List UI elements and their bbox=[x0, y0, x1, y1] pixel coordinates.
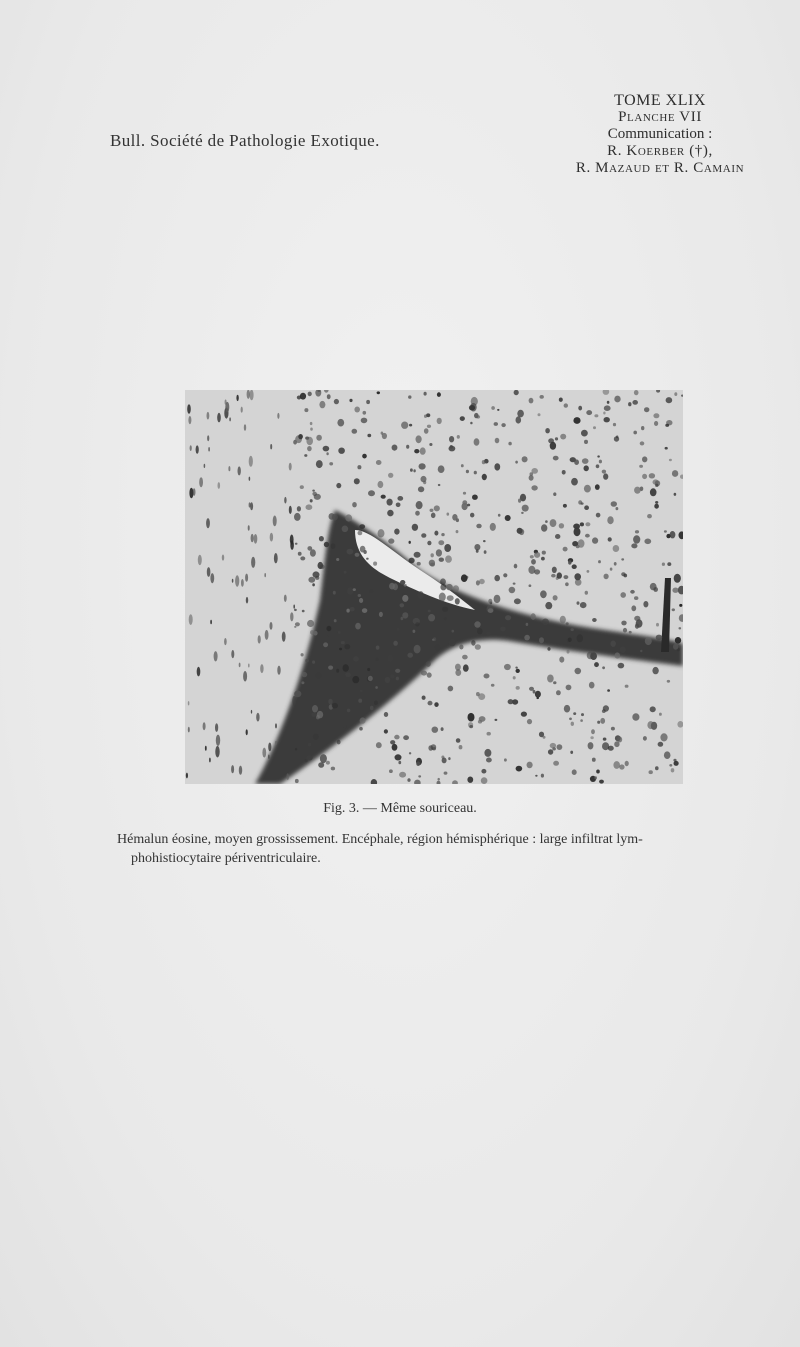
figure-description-line-2: phohistiocytaire périventriculaire. bbox=[131, 851, 321, 866]
communication-label: Communication : bbox=[607, 126, 713, 142]
tome-label: TOME XLIX bbox=[614, 92, 706, 109]
journal-title: Bull. Société de Pathologie Exotique. bbox=[110, 131, 380, 150]
figure-description bbox=[117, 830, 777, 868]
planche-label: Planche VII bbox=[618, 109, 702, 125]
micrograph-image bbox=[185, 390, 683, 784]
figure-title: Fig. 3. — Même souriceau. bbox=[323, 801, 477, 816]
plate-header bbox=[540, 92, 780, 177]
author-line-1: R. Koerber (†), bbox=[607, 143, 713, 159]
figure-description-line-1: Hémalun éosine, moyen grossissement. Encéphale, région hémisphérique : large infiltrat lym- bbox=[117, 832, 643, 847]
author-line-2: R. Mazaud et R. Camain bbox=[575, 160, 745, 176]
